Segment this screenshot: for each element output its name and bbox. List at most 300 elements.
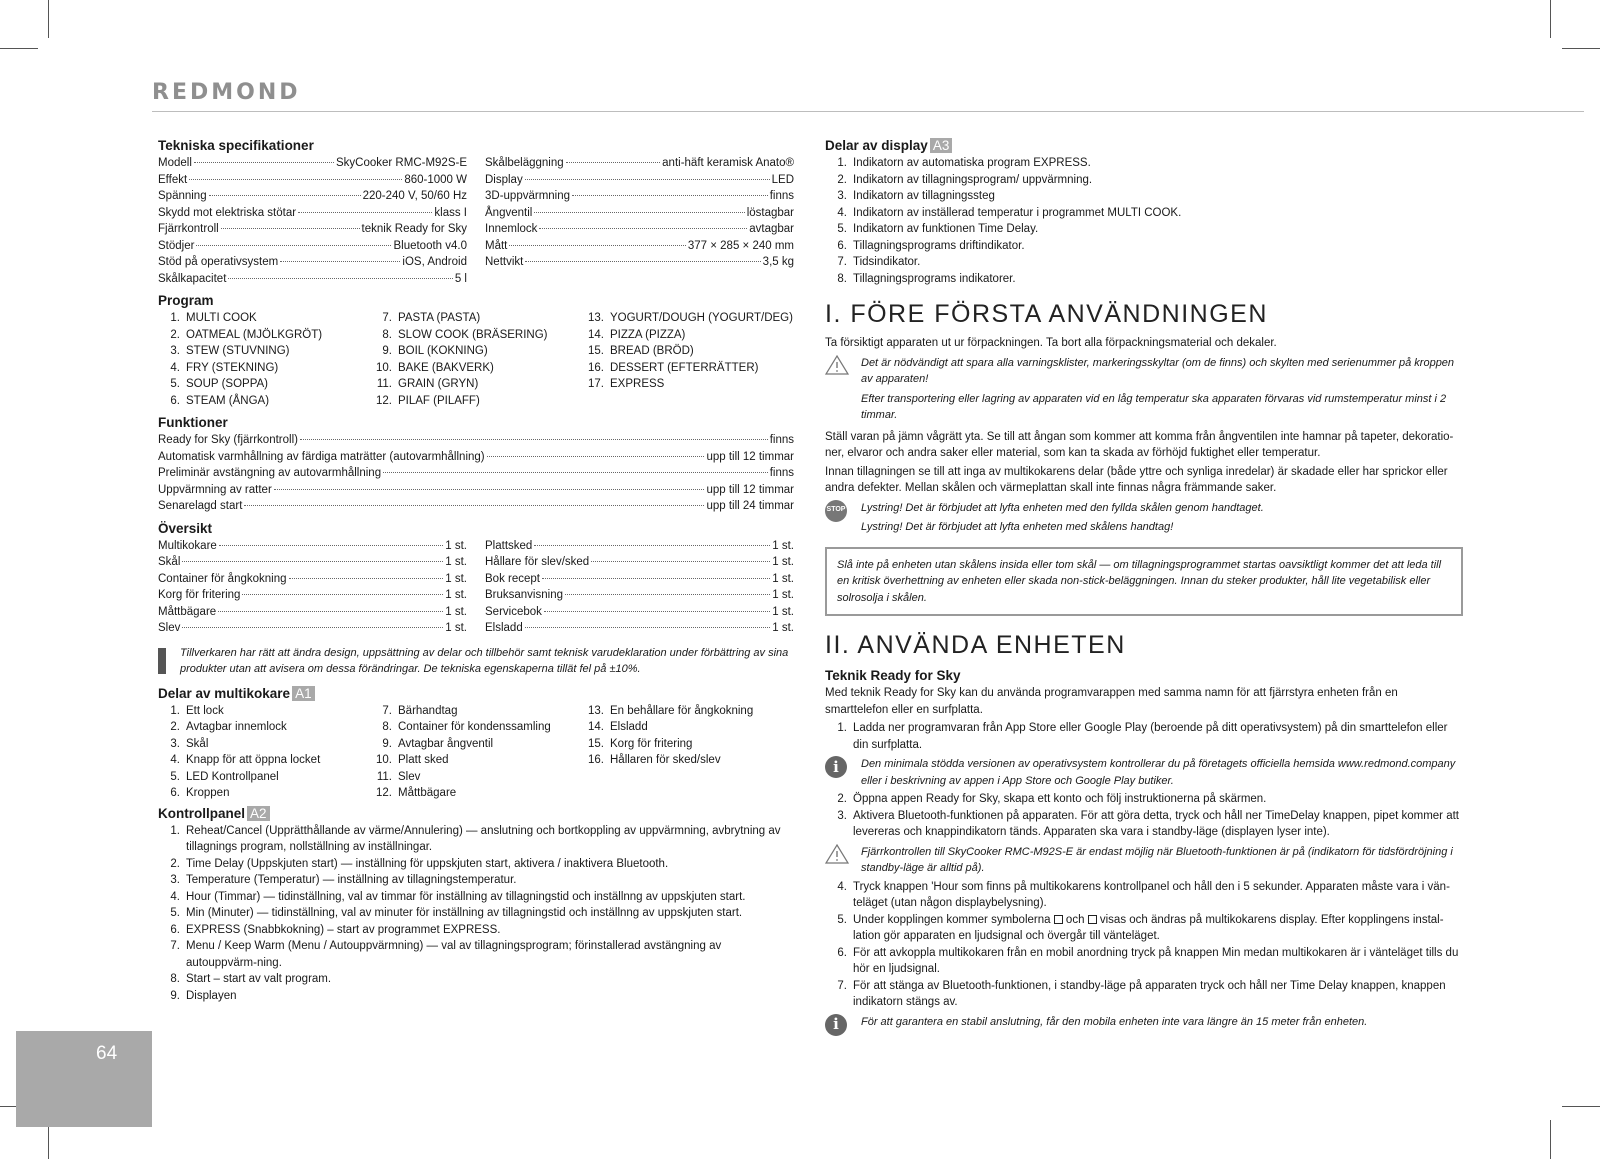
- spec-label: Skålbeläggning: [485, 157, 564, 169]
- control-panel-title: [158, 804, 794, 823]
- item-text: PILAF (PILAFF): [398, 394, 480, 407]
- list-item: [158, 785, 370, 802]
- item-text: FRY (STEKNING): [186, 361, 279, 374]
- display-parts-title-text: Delar av display: [825, 138, 928, 153]
- warning-text-2: Efter transportering eller lagring av apparaten vid en låg temperatur ska apparaten förvaras vid rumstemperatur minst i 2 timmar.: [861, 392, 1447, 421]
- spec-label: Nettvikt: [485, 256, 524, 268]
- item-text: Time Delay (Uppskjuten start) — inställning för uppskjuten start, aktivera / inaktivera Bluetooth.: [186, 857, 669, 870]
- functions-title: Funktioner: [158, 415, 228, 430]
- list-item: [158, 360, 370, 377]
- spec-label: Spänning: [158, 190, 207, 202]
- spec-label: Stödjer: [158, 239, 195, 252]
- spec-label: Elsladd: [485, 622, 523, 634]
- spec-value: finns: [769, 467, 794, 479]
- item-text: YOGURT/DOUGH (YOGURT/DEG): [610, 312, 793, 324]
- section2-title: II. ANVÄNDA ENHETEN: [825, 631, 1126, 659]
- leader-dots: [572, 195, 768, 196]
- page-number-box: [16, 1031, 152, 1127]
- leader-dots: [534, 212, 744, 213]
- specs-title: Tekniska specifikationer: [158, 138, 314, 153]
- list-item: [158, 856, 794, 873]
- leader-dots: [300, 439, 768, 440]
- spec-value: iOS, Android: [402, 256, 467, 268]
- info-icon: i: [825, 756, 847, 778]
- right-column: [825, 136, 1463, 1038]
- warning-triangle-icon: [825, 355, 849, 427]
- leader-dots: [196, 245, 391, 246]
- spec-row: [158, 432, 794, 449]
- spec-label: Korg för fritering: [158, 589, 241, 601]
- item-text: Min (Minuter) — tidinställning, val av minuter för inställning av tillagningstid och inställnng av uppskjuten start.: [186, 907, 743, 919]
- spec-value: 1 st.: [445, 589, 467, 601]
- specs-table: [158, 155, 794, 287]
- spec-label: Uppvärmning av ratter: [158, 483, 272, 496]
- leader-dots: [383, 472, 768, 473]
- spec-row: [485, 571, 794, 588]
- display-parts-list: [825, 155, 1463, 287]
- item-number: 2.: [170, 721, 180, 733]
- item-number: 9.: [170, 989, 180, 1002]
- list-item: [825, 205, 1463, 222]
- spec-label: Container för ångkokning: [158, 572, 287, 585]
- item-number: 13.: [588, 312, 604, 324]
- list-item: [825, 978, 1463, 1011]
- item-number: 1.: [170, 312, 180, 324]
- stop-text-2: Lystring! Det är förbjudet att lyfta enheten med skålens handtag!: [861, 521, 1174, 533]
- item-text: Tillagningsprograms driftindikator.: [853, 239, 1025, 252]
- item-number: 4.: [837, 206, 847, 219]
- item-text: Indikatorn av tillagningsprogram/ uppvärmning.: [853, 173, 1093, 186]
- leader-dots: [525, 179, 770, 180]
- item-number: 15.: [588, 345, 604, 357]
- item-number: 6.: [837, 946, 847, 959]
- item-text: OATMEAL (MJÖLKGRÖT): [186, 328, 323, 341]
- spec-value: SkyCooker RMC-M92S-E: [336, 157, 467, 169]
- info-note-2: [825, 1014, 1463, 1036]
- leader-dots: [539, 228, 747, 229]
- item-text: STEW (STUVNING): [186, 345, 290, 357]
- item-number: 5.: [170, 770, 180, 783]
- item-number: 2.: [170, 328, 180, 341]
- spec-row: [485, 205, 794, 222]
- spec-value: 1 st.: [772, 556, 794, 568]
- warning-triangle-icon: [825, 844, 849, 877]
- spec-label: 3D-uppvärmning: [485, 190, 571, 202]
- spec-row: [158, 271, 467, 288]
- leader-dots: [218, 611, 443, 612]
- item-text: Bärhandtag: [398, 704, 458, 717]
- leader-dots: [221, 228, 360, 229]
- list-item: [825, 238, 1463, 255]
- spec-row: [158, 254, 467, 271]
- item-number: 7.: [382, 704, 392, 717]
- spec-row: [485, 254, 794, 271]
- list-item: [370, 752, 582, 769]
- list-item: [582, 360, 794, 377]
- spec-value: 5 l: [454, 272, 467, 285]
- item-number: 8.: [170, 973, 180, 985]
- item-number: 2.: [170, 857, 180, 870]
- item-text: Korg för fritering: [610, 737, 693, 750]
- control-panel-list: [158, 823, 794, 1005]
- item-text: Menu / Keep Warm (Menu / Autouppvärmning) — val av tillagningsprogram; förinstallerad avstängning av autouppvärm-ning.: [186, 940, 722, 969]
- spec-row: [158, 172, 467, 189]
- leader-dots: [209, 195, 361, 196]
- item-number: 16.: [588, 361, 604, 374]
- spec-row: [158, 538, 467, 555]
- item-number: 7.: [837, 979, 847, 992]
- spec-label: Display: [485, 173, 523, 186]
- list-item: [825, 221, 1463, 238]
- program-list: [158, 310, 794, 409]
- program-col-1: [158, 310, 370, 409]
- leader-dots: [182, 627, 443, 628]
- list-item: [370, 769, 582, 786]
- spec-row: [158, 554, 467, 571]
- overview-left: [158, 538, 467, 637]
- leader-dots: [182, 561, 443, 562]
- list-item: [370, 360, 582, 377]
- spec-label: Hållare för slev/sked: [485, 556, 590, 568]
- list-item: [158, 988, 794, 1005]
- item-number: 4.: [170, 890, 180, 903]
- spec-label: Fjärrkontroll: [158, 223, 219, 235]
- leader-dots: [566, 162, 661, 163]
- leader-dots: [544, 611, 770, 612]
- overview-right: [485, 538, 794, 637]
- parts-badge: A1: [292, 686, 315, 701]
- spec-value: 1 st.: [772, 622, 794, 634]
- spec-row: [485, 587, 794, 604]
- list-item: [158, 327, 370, 344]
- item-text: Aktivera Bluetooth-funktionen på apparaten. För att göra detta, tryck och håll ner TimeDelay knappen, pipet kommer att levereras och knappindikatorn tänds. Apparaten ska vara i standby-läge (displayen lyser inte).: [853, 809, 1459, 838]
- item-number: 1.: [170, 824, 180, 837]
- list-item: [158, 823, 794, 856]
- item-text: SLOW COOK (BRÄSERING): [398, 328, 548, 341]
- leader-dots: [289, 578, 444, 579]
- item-text: Elsladd: [610, 721, 648, 733]
- item-text: Indikatorn av automatiska program EXPRESS.: [853, 157, 1091, 169]
- leader-dots: [298, 212, 432, 213]
- leader-dots: [280, 261, 400, 262]
- display-parts-title: [825, 136, 1463, 155]
- list-item: [582, 310, 794, 327]
- list-item: [370, 393, 582, 410]
- list-item: [158, 769, 370, 786]
- list-item: 4. Tryck knappen 'Hour som finns på multikokarens kontrollpanel och håll den i 5 sekunder. Apparaten måste vara i vän-teläget (utan någon displaybelysning).: [837, 880, 1450, 909]
- leader-dots: [274, 489, 705, 490]
- info-text-2: För att garantera en stabil anslutning, får den mobila enheten inte vara längre än 15 meter från enheten.: [861, 1015, 1368, 1028]
- item-number: 5.: [170, 907, 180, 919]
- spec-label: Slev: [158, 622, 181, 634]
- item-text: BREAD (BRÖD): [610, 345, 694, 357]
- item-number: 9.: [382, 737, 392, 750]
- item-number: 2.: [837, 793, 847, 805]
- item-text: Displayen: [186, 989, 237, 1002]
- warning-text-3: Fjärrkontrollen till SkyCooker RMC-M92S-E är endast möjlig när Bluetooth-funktionen är på (indikatorn för tidsfördröjning i standby-läge är alltid på).: [861, 845, 1453, 874]
- steps-list-d: [825, 945, 1463, 1011]
- leader-dots: [219, 545, 443, 546]
- item-text: Platt sked: [398, 754, 449, 766]
- item-number: 8.: [382, 721, 392, 733]
- list-item: [158, 393, 370, 410]
- item-number: 12.: [376, 787, 392, 799]
- item-text: En behållare för ångkokning: [610, 704, 754, 717]
- list-item: [825, 271, 1463, 288]
- display-parts-badge: A3: [930, 138, 953, 153]
- list-item: [158, 752, 370, 769]
- spec-value: avtagbar: [749, 223, 794, 235]
- spec-value: löstagbar: [746, 206, 794, 219]
- list-item: [370, 736, 582, 753]
- spec-row: [158, 620, 467, 637]
- parts-col-3: [582, 703, 794, 802]
- manufacturer-note-text: Tillverkaren har rätt att ändra design, uppsättning av delar och tillbehör samt teknisk varudeklaration under förbättring av sina produkter utan att avisera om dessa förändringar. De tekniska egenskaperna tillät fel på ±10%.: [180, 646, 789, 675]
- spec-value: teknik Ready for Sky: [361, 223, 467, 235]
- item-text: Indikatorn av inställerad temperatur i programmet MULTI COOK.: [853, 206, 1182, 219]
- item-text: PASTA (PASTA): [398, 312, 481, 324]
- item-number: 14.: [588, 721, 604, 733]
- item-number: 4.: [170, 754, 180, 766]
- item-number: 6.: [170, 787, 180, 799]
- spec-label: Stöd på operativsystem: [158, 256, 279, 268]
- spec-row: [485, 221, 794, 238]
- spec-row: [485, 620, 794, 637]
- item-text: Hour (Timmar) — tidinställning, val av timmar för inställning av tillagningstid och inställnng av uppskjuten start.: [186, 890, 746, 903]
- steps-list-b: [825, 791, 1463, 841]
- spec-label: Modell: [158, 157, 192, 169]
- list-item: [582, 752, 794, 769]
- control-panel-badge: A2: [247, 806, 270, 821]
- warning-box: Slå inte på enheten utan skålens insida eller tom skål — om tillagningsprogrammet startas oavsiktligt kommer det att leda till en kritisk överhettning av enheten eller skada non-stick-beläggningen. Innan du steker produkter, håll lite vegetabilisk eller solrosolja i skålen.: [825, 547, 1463, 617]
- item-number: 7.: [837, 256, 847, 268]
- spec-value: 1 st.: [772, 605, 794, 618]
- info-note-1: [825, 756, 1463, 789]
- spec-row: [158, 587, 467, 604]
- spec-label: Effekt: [158, 173, 188, 186]
- list-item: [158, 343, 370, 360]
- stop-note: [825, 500, 1463, 539]
- pairing-symbol-icon: [1088, 915, 1097, 924]
- leader-dots: [542, 578, 770, 579]
- spec-value: 1 st.: [445, 556, 467, 568]
- item-number: 6.: [170, 923, 180, 936]
- spec-row: [485, 155, 794, 172]
- spec-label: Skål: [158, 556, 181, 568]
- item-number: 10.: [376, 754, 392, 766]
- spec-value: 860-1000 W: [404, 173, 467, 186]
- item-text: För att avkoppla multikokaren från en mobil anordning tryck på knappen Min medan multikokaren är i vänteläget tills du hör en ljudsignal.: [853, 946, 1459, 975]
- section1-title: I. FÖRE FÖRSTA ANVÄNDNINGEN: [825, 300, 1268, 328]
- info-icon: i: [825, 1014, 847, 1036]
- spec-label: Multikokare: [158, 539, 217, 552]
- item-number: 12.: [376, 394, 392, 407]
- crop-mark: [1562, 48, 1600, 49]
- item-text: Indikatorn av funktionen Time Delay.: [853, 223, 1039, 235]
- list-item: [825, 254, 1463, 271]
- item-number: 3.: [170, 345, 180, 357]
- spec-value: klass I: [434, 206, 467, 219]
- item-text: PIZZA (PIZZA): [610, 328, 686, 341]
- list-item: [370, 785, 582, 802]
- list-item: [825, 188, 1463, 205]
- spec-label: Plattsked: [485, 539, 533, 552]
- list-item: [825, 808, 1463, 841]
- spec-value: anti-häft keramisk Anato®: [662, 157, 794, 169]
- item-text: Indikatorn av tillagningssteg: [853, 190, 995, 202]
- spec-label: Måttbägare: [158, 605, 217, 618]
- list-item: [158, 719, 370, 736]
- spec-value: 1 st.: [445, 572, 467, 585]
- item-text: SOUP (SOPPA): [186, 378, 269, 390]
- spec-label: Servicebok: [485, 605, 542, 618]
- spec-row: [158, 482, 794, 499]
- spec-value: 3,5 kg: [762, 256, 794, 268]
- page-number: 64: [96, 1043, 118, 1064]
- item-number: 15.: [588, 737, 604, 750]
- spec-row: [158, 604, 467, 621]
- item-number: 7.: [382, 312, 392, 324]
- spec-label: Innemlock: [485, 223, 538, 235]
- item-text: Öppna appen Ready for Sky, skapa ett konto och följ instruktionerna på skärmen.: [853, 793, 1267, 805]
- list-item: [582, 327, 794, 344]
- leader-dots: [534, 545, 770, 546]
- warning-note-1: [825, 355, 1463, 427]
- section1-p3: Innan tillagningen se till att inga av multikokarens delar (både yttre och synliga inredelar) är skadade eller har sprickor eller andra defekter. Mellan skålen och värmeplattan skall inte finnas några främmande saker.: [825, 465, 1448, 494]
- crop-mark: [0, 48, 38, 49]
- list-item: [158, 922, 794, 939]
- item-text: DESSERT (EFTERRÄTTER): [610, 361, 759, 374]
- parts-title-text: Delar av multikokare: [158, 685, 291, 701]
- spec-value: 1 st.: [772, 572, 794, 585]
- leader-dots: [509, 245, 685, 246]
- item-number: 3.: [170, 737, 180, 750]
- list-item: [825, 791, 1463, 808]
- spec-value: 1 st.: [445, 539, 467, 552]
- parts-title: [158, 684, 794, 703]
- leader-dots: [194, 162, 334, 163]
- list-item: [158, 971, 794, 988]
- spec-label: Senarelagd start: [158, 500, 243, 512]
- item-text: BAKE (BAKVERK): [398, 361, 494, 374]
- list-item: [582, 703, 794, 720]
- leader-dots: [244, 505, 704, 506]
- item-text: GRAIN (GRYN): [398, 378, 479, 390]
- manufacturer-note: [158, 645, 794, 678]
- list-item: [825, 945, 1463, 978]
- spec-row: [158, 238, 467, 255]
- item-text: Ett lock: [186, 704, 224, 717]
- stop-icon: STOP: [825, 500, 847, 522]
- steps-list-c: [825, 879, 1463, 945]
- item-number: 2.: [837, 173, 847, 186]
- item-text: Måttbägare: [398, 787, 457, 799]
- list-item: [158, 889, 794, 906]
- spec-row: [485, 554, 794, 571]
- spec-value: Bluetooth v4.0: [393, 239, 467, 252]
- item-text: Avtagbar ångventil: [398, 737, 494, 750]
- parts-col-2: [370, 703, 582, 802]
- list-item: [825, 155, 1463, 172]
- list-item: [370, 376, 582, 393]
- item-number: 8.: [837, 272, 847, 285]
- item-text: STEAM (ÅNGA): [186, 394, 270, 407]
- list-item: [582, 736, 794, 753]
- spec-row: [485, 188, 794, 205]
- parts-list: [158, 703, 794, 802]
- crop-mark: [48, 0, 49, 38]
- spec-label: Skydd mot elektriska stötar: [158, 206, 297, 219]
- item-number: 11.: [376, 770, 392, 783]
- item-number: 8.: [382, 328, 392, 341]
- spec-label: Bok recept: [485, 572, 540, 585]
- warning-note-2: [825, 844, 1463, 877]
- overview-title: Översikt: [158, 520, 213, 536]
- leader-dots: [228, 278, 452, 279]
- item-text: LED Kontrollpanel: [186, 770, 279, 783]
- specs-right: [485, 155, 794, 287]
- spec-row: [158, 498, 794, 515]
- program-col-2: [370, 310, 582, 409]
- list-item: [158, 905, 794, 922]
- spec-value: 377 × 285 × 240 mm: [687, 239, 794, 252]
- functions-list: [158, 432, 794, 515]
- list-item: [582, 376, 794, 393]
- item-text: Tidsindikator.: [853, 256, 921, 268]
- control-panel-title-text: Kontrollpanel: [158, 805, 245, 821]
- item-number: 11.: [376, 378, 392, 390]
- list-item: [158, 376, 370, 393]
- leader-dots: [591, 561, 770, 562]
- leader-dots: [487, 456, 705, 457]
- item-number: 14.: [588, 328, 604, 341]
- list-item: 5. Under kopplingen kommer symbolerna och visas och ändras på multikokarens display. Efter kopplingens instal-lation gör apparaten en ljudsignal och övergår till vänteläget.: [837, 913, 1444, 942]
- item-number: 1.: [837, 157, 847, 169]
- warning-text-1: Det är nödvändigt att spara alla varningsklister, markeringsskyltar (om de finns) och skylten med serienummer på kroppen av apparaten!: [861, 356, 1455, 385]
- item-text: Reheat/Cancel (Upprätthållande av värme/Annulering) — anslutning och bortkoppling av uppvärmning, avbrytning av tillagnings program, nollställning av inställningar.: [186, 824, 781, 853]
- item-number: 6.: [837, 239, 847, 252]
- brand-logo: REDMOND: [152, 80, 301, 105]
- item-text: För att stänga av Bluetooth-funktionen, i standby-läge på apparaten tryck och håll ner Time Delay knappen, knappen indikatorn stängs av.: [853, 979, 1446, 1008]
- item-text: Container för kondenssamling: [398, 721, 551, 733]
- item-number: 7.: [170, 940, 180, 952]
- spec-row: [158, 155, 467, 172]
- item-number: 1.: [170, 704, 180, 717]
- spec-value: upp till 12 timmar: [706, 450, 794, 463]
- spec-row: [158, 571, 467, 588]
- spec-label: Bruksanvisning: [485, 589, 563, 601]
- leader-dots: [565, 594, 770, 595]
- list-item: [582, 719, 794, 736]
- note-bar-icon: [158, 648, 166, 674]
- spec-row: [158, 205, 467, 222]
- section2-subtitle: Teknik Ready for Sky: [825, 668, 961, 683]
- info-text-1: Den minimala stödda versionen av operativsystem kontrollerar du på företagets officiella hemsida www.redmond.company eller i beskrivning av appen i App Store och Google Play butiker.: [861, 758, 1456, 787]
- spec-row: [485, 604, 794, 621]
- item-number: 16.: [588, 754, 604, 766]
- item-number: 9.: [382, 345, 392, 357]
- list-item: [370, 343, 582, 360]
- section2-intro: Med teknik Ready for Sky kan du använda programvarappen med samma namn för att fjärrstyra enheten från en smarttelefon eller en surfplatta.: [825, 687, 1398, 716]
- item-text: EXPRESS (Snabbkokning) – start av programmet EXPRESS.: [186, 923, 501, 936]
- list-item: [158, 872, 794, 889]
- item-text: Avtagbar innemlock: [186, 721, 287, 733]
- item-number: 3.: [170, 874, 180, 886]
- spec-row: [158, 449, 794, 466]
- spec-label: Mått: [485, 239, 508, 252]
- spec-label: Ready for Sky (fjärrkontroll): [158, 434, 298, 446]
- item-text: Skål: [186, 737, 209, 750]
